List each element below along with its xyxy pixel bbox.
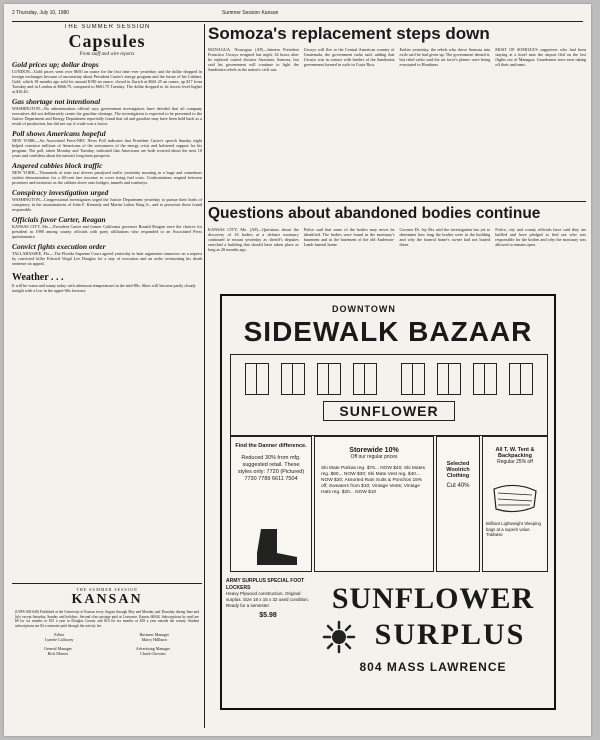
capsule-body: TALLAHASSEE, Fla.—The Florida Supreme Court agreed yesterday to hear arguments tomorrow on a request by convicted killer Edward Vergil Lee Douglas for a stay of execution and an order overturning his death sentence on appeal.	[12, 251, 202, 266]
ad-brand-sunflower: SUNFLOWER	[331, 582, 535, 615]
top-rule	[12, 21, 583, 22]
capsule-headline: Angered cabbies block traffic	[12, 161, 103, 170]
folio-title: Summer Session Kansan	[222, 10, 279, 16]
staff-name: Lynette Calloway	[45, 637, 74, 642]
capsule-headline: Officials favor Carter, Reagan	[12, 215, 106, 224]
story-column	[304, 227, 395, 289]
capsule-headline: Gas shortage not intentional	[12, 97, 101, 106]
staff-role: Editor	[54, 632, 65, 637]
staff-name: Chuck Chowins	[140, 651, 166, 656]
window	[473, 363, 497, 395]
ad-box-head: Selected Woolrich Clothing	[446, 461, 470, 479]
staff-entry	[45, 632, 73, 642]
store-sign: SUNFLOWER	[323, 401, 455, 421]
ad-box-body: Cut 40%	[446, 483, 470, 489]
weather-box	[12, 272, 202, 293]
capsule-body: WASHINGTON—Congressional investigators urged the Justice Department yesterday to pursue their leads of conspiracy in the assassinations of John F. Kennedy and Martin Luther King Jr., and to prosecute those found responsible.	[12, 197, 202, 212]
ad-box-items: Ski Mate Parkas reg. $75... NOW $40; Ski Mates reg. $60... NOW $30; Ski Mate Vest reg. $40... NOW $20; Assorted Rain Suits & Ponchos 15% off; Sweaters from $10; Vintage Vests; Vintage Hats reg. $20... NOW $10	[321, 465, 425, 495]
story-column	[495, 227, 586, 289]
ad-box-body: Off our regular prices	[350, 454, 398, 460]
window	[353, 363, 377, 395]
ad-box-tents	[482, 436, 548, 572]
staff-entry	[44, 646, 72, 656]
capsules-column	[12, 24, 202, 724]
ad-box-storewide	[314, 436, 434, 572]
army-headline: ARMY SURPLUS SPECIAL FOOT LOCKERS	[226, 578, 305, 591]
army-body: Heavy Plywood construction. Original surplus. Size 18 x 15 x 32 used condition. Ready for a semester.	[226, 591, 310, 608]
ad-box-head: Find the Danner difference.	[235, 443, 307, 449]
story-paragraph: Police, city and county officials have said they are baffled and have pledged to find out who was responsible for the bodies and why the mortuary was allowed to remain open.	[495, 227, 586, 247]
staff-name: Rick Musser	[47, 651, 69, 656]
capsule-story	[12, 242, 202, 266]
ad-box-woolrich	[436, 436, 480, 572]
staff-role: Business Manager	[139, 632, 169, 637]
story-paragraph: Police said that some of the bodies may never be identified. The bodies were found in the mortuary's basement and in the basement of the old Anderson-Lamb funeral home.	[303, 227, 395, 247]
capsule-headline: Conspiracy investigation urged	[12, 188, 109, 197]
window	[281, 363, 305, 395]
capsule-headline: Gold prices up; dollar drops	[12, 60, 99, 69]
story-column	[495, 47, 586, 197]
news-area	[208, 24, 586, 289]
staff-entry	[136, 646, 170, 656]
staff-list	[12, 646, 202, 656]
story-paragraph: MOST OF SOMOZA'S supporters who had been staying at a hotel near the airport fled on the last flights out of Managua. Guardsmen were seen taking off their uniforms.	[495, 47, 586, 67]
capsule-story	[12, 215, 202, 239]
window	[509, 363, 533, 395]
sunflower-surplus-ad	[220, 294, 556, 710]
storefront-drawing	[230, 354, 548, 436]
capsules-kicker: THE SUMMER SESSION	[63, 24, 151, 30]
story-paragraph: MANAGUA, Nicaragua (AP)—Interim President Francisco Urcuyo resigned last night, 34 hours after he replaced ousted dictator Anastasio Somoza, but said his government will continue to fight the Sandinista rebels in the nation's civil war.	[208, 47, 299, 72]
story-column	[400, 227, 491, 289]
ad-box-head: All T. W. Tent & Backpacking	[495, 447, 535, 459]
ad-box-danner	[230, 436, 312, 572]
story-paragraph: Earlier yesterday, the rebels who drove Somoza into exile said he had given up. The government denied it, but rebel radio said the air force's planes were being evacuated to Honduras.	[399, 47, 491, 67]
window	[317, 363, 341, 395]
story-paragraph: Urcuyo will flee to the Central American country of Guatemala, the government radio said, adding that Urcuyo was in contact with leaders of the Sandinista government formed in exile in Costa Rica.	[303, 47, 395, 67]
capsule-headline: Convict fights execution order	[12, 242, 106, 251]
story-divider	[208, 201, 586, 202]
masthead-name: KANSAN	[71, 592, 143, 607]
ad-box-head: Storewide 10%	[349, 447, 399, 454]
boot-icon	[251, 527, 301, 567]
capsule-body: KANSAS CITY, Mo.—President Carter and former California governor Ronald Reagan were the choices for president in 1980 among county officials with party affiliations who responded to an Associated Press questionnaire.	[12, 224, 202, 239]
capsule-story	[12, 60, 202, 94]
army-surplus-special	[226, 578, 310, 619]
sleeping-bag-icon	[490, 481, 540, 515]
ad-brand-surplus: SURPLUS	[374, 618, 526, 651]
bodies-story	[208, 227, 586, 289]
capsule-story	[12, 188, 202, 212]
capsule-body: NEW YORK—Thousands of irate taxi drivers paralyzed traffic yesterday morning in a huge and sometimes violent demonstration for a 40-cent fare increase to cover rising fuel costs. Confrontations erupted between protesters and motorists as the cabbies drove onto bridges, tunnels and roadways.	[12, 170, 202, 185]
folio-date: 2 Thursday, July 10, 1980	[12, 10, 70, 16]
ad-box-body: Reduced 30% from mfg. suggested retail. These styles only: 7720 (Pictured) 7730 7789 6611 7504	[237, 455, 305, 482]
staff-name: Marcy Hillburn	[141, 637, 167, 642]
capsules-subtitle: From staff and wire reports	[79, 52, 135, 57]
sunflower-logo-icon	[322, 620, 356, 654]
story-column	[208, 47, 299, 197]
capsule-body: LONDON—Gold prices went over $650 an ounce for the first time ever yesterday and the dollar dropped in foreign exchanges because of uncertainty about President Carter's energy program and the future of his Cabinet. Gold, which 18 months ago sold for around $190 an ounce, closed in Zurich at $661.25 an ounce, up $17 from Tuesday and in London at $666.75, compared to $661.75 Tuesday. The dollar dropped to its lowest level higher at $16.40.	[12, 69, 202, 94]
page-folio	[12, 10, 583, 20]
staff-role: Advertising Manager	[135, 646, 170, 651]
ad-bazaar-title: SIDEWALK BAZAAR	[243, 316, 533, 347]
capsule-headline: Poll shows Americans hopeful	[12, 129, 106, 138]
somoza-story	[208, 47, 586, 197]
capsule-story	[12, 97, 202, 126]
ad-downtown: DOWNTOWN	[332, 304, 396, 314]
somoza-headline: Somoza's replacement steps down	[208, 24, 490, 43]
bodies-headline: Questions about abandoned bodies continue	[208, 205, 541, 222]
capsules-title: Capsules	[68, 31, 146, 51]
staff-role: General Manager	[44, 646, 72, 651]
ad-box-body: Regular 25% off	[497, 459, 533, 465]
masthead-kicker: THE SUMMER SESSION	[76, 587, 138, 592]
capsule-story	[12, 129, 202, 158]
story-column	[400, 47, 491, 197]
weather-headline: Weather . . .	[12, 272, 64, 283]
story-column	[208, 227, 299, 289]
ad-address: 804 MASS LAWRENCE	[359, 660, 507, 674]
masthead-text: (USPS 650-640) Published at the University of Kansas every August through May and Monday and Thursday during June and July except Saturday, Sunday and holidays. Second class postage paid at Lawrence, Kansas 66044. Subscriptions by mail are $8 for six months or $15 a year in Douglas County and $10 for six months or $18 a year outside the county. Student subscriptions are $2 a semester paid through the activity fee.	[15, 610, 199, 628]
staff-list	[12, 632, 202, 642]
window	[437, 363, 461, 395]
masthead	[12, 583, 202, 704]
story-paragraph: Coroner Dr. Jay Dix said the investigation has yet to determine how long the bodies were in the building and why the funeral home's owner had not buried them.	[399, 227, 491, 247]
capsule-story	[12, 161, 202, 185]
army-price: $5.98	[259, 612, 277, 619]
window	[245, 363, 269, 395]
staff-entry	[139, 632, 168, 642]
capsule-body: WASHINGTON—No administration official says government investigators have decided that oil company executives did not deliberately create the gasoline shortage. The investigation is expected to be presented to the Justice Department and Energy Department reportedly found that oil and gasoline may have been held back as a result of production, but did not say if crude was a factor.	[12, 106, 202, 126]
window	[401, 363, 425, 395]
story-column	[304, 47, 395, 197]
column-rule	[204, 24, 205, 728]
newspaper-page	[4, 4, 591, 736]
capsule-body: NEW YORK—An Associated Press-NBC News Poll indicates that President Carter's speech Sunday night helped convince millions of Americans of the seriousness of the energy crisis and bolstered support for his program. The poll, taken Monday and Tuesday, indicated that Americans are both worried about the next 10 years and confident about the nation's long-term prospects.	[12, 138, 202, 158]
ad-box-tag: Brilliant Lightweight Sleeping bags at a superb value. Trailwise	[486, 521, 541, 537]
weather-body: It will be warm and sunny today with afternoon temperatures in the mid-80s. Skies will become partly cloudy tonight with a low in the upper-60s forecast.	[12, 283, 196, 293]
story-paragraph: KANSAS CITY, Mo. (AP)—Questions about the discovery of 16 bodies at a defunct mortuary continued to mount yesterday as sheriff's deputies searched a building that should have taken place as long as 20 months ago.	[208, 227, 299, 252]
